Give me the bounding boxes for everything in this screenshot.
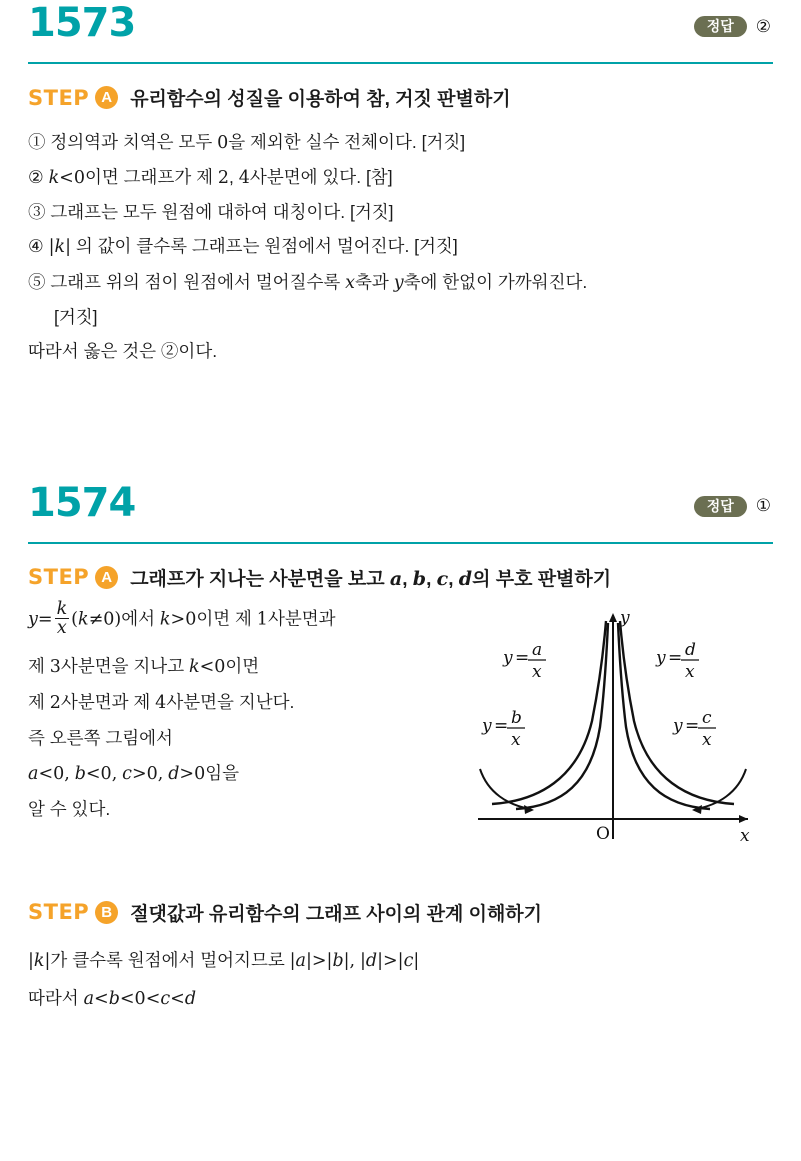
answer-label: 정답	[694, 496, 747, 517]
rational-function-graph	[458, 601, 768, 851]
answer-value: ①	[755, 496, 771, 516]
solution-line-6: [거짓]	[54, 306, 98, 327]
solution-line-2: 따라서 a<b<0<c<d	[28, 987, 197, 1009]
label-curve-b	[481, 708, 525, 750]
problem-1573	[28, 0, 773, 368]
solution-line-6: 알 수 있다.	[28, 798, 111, 819]
x-axis-label: x	[740, 825, 750, 846]
step-badge-a: A	[95, 86, 118, 109]
y-axis-arrow	[609, 613, 617, 622]
svg-text:y: y	[656, 647, 666, 668]
solution-line-1: y= $\frac{k}{x}$ (k≠0)에서 k>0이면 제 1사분면과	[28, 598, 336, 639]
solution-line-2: 제 3사분면을 지나고 k<0이면	[28, 655, 260, 677]
label-curve-a	[502, 640, 546, 682]
divider	[28, 542, 773, 544]
svg-text:c: c	[702, 707, 712, 728]
svg-text:x: x	[511, 729, 521, 750]
step-title: 절댓값과 유리함수의 그래프 사이의 관계 이해하기	[130, 903, 543, 925]
solution-line-2: ② k<0이면 그래프가 제 2, 4사분면에 있다. [참]	[28, 167, 393, 189]
y-axis-label: y	[620, 607, 630, 628]
problem-header	[28, 480, 773, 542]
svg-text:=: =	[494, 715, 509, 736]
svg-text:y: y	[503, 647, 513, 668]
graph-section	[28, 598, 773, 851]
step-title: 유리함수의 성질을 이용하여 참, 거짓 판별하기	[130, 89, 511, 110]
step-word: STEP	[28, 85, 90, 110]
solution-line-4: 즉 오른쪽 그림에서	[28, 727, 173, 748]
solution-line-1: |k|가 클수록 원점에서 멀어지므로 |a|>|b|, |d|>|c|	[28, 949, 420, 971]
problem-number: 1573	[28, 0, 136, 46]
svg-text:b: b	[511, 707, 522, 728]
answer-badge-group	[694, 496, 771, 517]
step-word: STEP	[28, 565, 90, 590]
svg-text:=: =	[515, 647, 530, 668]
label-curve-d	[655, 640, 699, 682]
solution-line-3: ③ 그래프는 모두 원점에 대하여 대칭이다. [거짓]	[28, 202, 394, 223]
svg-text:d: d	[685, 639, 696, 660]
step-title: 그래프가 지나는 사분면을 보고 a, b, c, d의 부호 판별하기	[130, 567, 612, 590]
divider	[28, 62, 773, 64]
solution-line-5: ⑤ 그래프 위의 점이 원점에서 멀어질수록 x축과 y축에 한없이 가까워진다.	[28, 271, 588, 293]
step-header-a	[28, 564, 773, 591]
svg-text:y: y	[482, 715, 492, 736]
label-curve-c	[672, 708, 716, 750]
step-word: STEP	[28, 900, 90, 925]
svg-text:a: a	[532, 639, 543, 660]
answer-label: 정답	[694, 16, 747, 37]
section-gap	[28, 368, 773, 480]
solution-body-1573	[28, 125, 773, 368]
answer-badge-group	[694, 16, 771, 37]
step-badge-a: A	[95, 566, 118, 589]
solution-body-1574-a	[28, 598, 458, 827]
problem-1574	[28, 480, 773, 1018]
solution-line-3: 제 2사분면과 제 4사분면을 지난다.	[28, 691, 295, 713]
svg-text:=: =	[685, 715, 700, 736]
solution-line-1: ① 정의역과 치역은 모두 0을 제외한 실수 전체이다. [거짓]	[28, 132, 466, 153]
x-axis-arrow	[739, 815, 748, 823]
step-header-a	[28, 84, 773, 111]
problem-number: 1574	[28, 479, 136, 526]
svg-text:y: y	[673, 715, 683, 736]
answer-value: ②	[755, 16, 771, 36]
step-badge-b: B	[95, 901, 118, 924]
origin-label: O	[596, 823, 610, 844]
solution-line-7: 따라서 옳은 것은 ②이다.	[28, 340, 218, 361]
svg-text:=: =	[668, 647, 683, 668]
solution-line-5: a<0, b<0, c>0, d>0임을	[28, 762, 240, 784]
svg-text:x: x	[685, 661, 695, 682]
svg-text:x: x	[532, 661, 542, 682]
step-header-b	[28, 899, 773, 926]
svg-text:x: x	[702, 729, 712, 750]
problem-header	[28, 0, 773, 62]
solution-body-1574-b	[28, 942, 773, 1018]
solution-line-4: ④ |k| 의 값이 클수록 그래프는 원점에서 멀어진다. [거짓]	[28, 236, 458, 258]
